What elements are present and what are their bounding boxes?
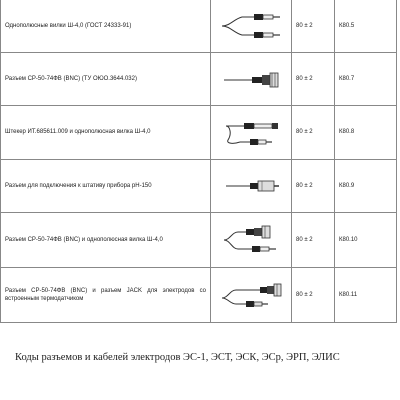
row-description: Разъем для подключения к штативу прибора рН-150: [1, 159, 211, 212]
bnc-and-jack-icon: [211, 267, 292, 322]
row-description: Однополюсные вилки Ш-4,0 (ГОСТ 24333-91): [1, 0, 211, 52]
row-range: 80 ± 2: [292, 267, 335, 322]
row-code: К80.9: [335, 159, 397, 212]
table-row: [1, 159, 397, 212]
row-range: 80 ± 2: [292, 52, 335, 105]
row-description: Штекер ИТ.685611.009 и однополюсная вилка Ш-4,0: [1, 105, 211, 159]
row-range: 80 ± 2: [292, 105, 335, 159]
row-code: К80.10: [335, 212, 397, 267]
table-row: [1, 212, 397, 267]
row-range: 80 ± 2: [292, 0, 335, 52]
table-row: [1, 52, 397, 105]
row-range: 80 ± 2: [292, 212, 335, 267]
row-code: К80.8: [335, 105, 397, 159]
two-banana-plugs-icon: [211, 0, 292, 52]
plug-and-banana-icon: [211, 105, 292, 159]
row-range: 80 ± 2: [292, 159, 335, 212]
bnc-and-banana-icon: [211, 212, 292, 267]
row-description: Разъем СР-50-74ФВ (BNC) и однополюсная вилка Ш-4,0: [1, 212, 211, 267]
row-code: К80.11: [335, 267, 397, 322]
row-code: К80.5: [335, 0, 397, 52]
table-row: [1, 267, 397, 322]
figure-caption: Коды разъемов и кабелей электродов ЭС-1, ЭСТ, ЭСК, ЭСр, ЭРП, ЭЛИС: [15, 352, 340, 363]
table-row: [1, 0, 397, 52]
ph150-connector-icon: [211, 159, 292, 212]
row-description: Разъем СР-50-74ФВ (BNC) и разъем JACK для электродов со встроенным термодатчиком: [1, 267, 211, 322]
row-code: К80.7: [335, 52, 397, 105]
table-row: [1, 105, 397, 159]
bnc-connector-icon: [211, 52, 292, 105]
row-description: Разъем СР-50-74ФВ (BNC) (ТУ ОЮО.3644.032): [1, 52, 211, 105]
